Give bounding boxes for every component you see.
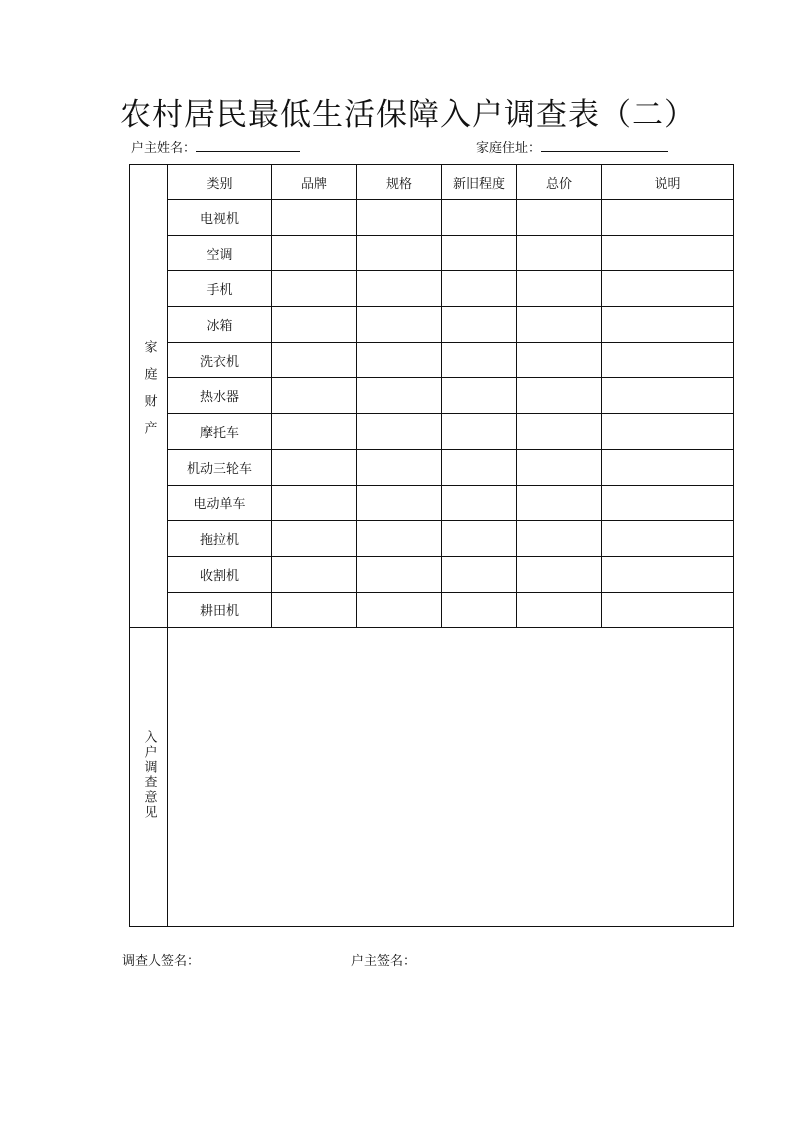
table-row <box>130 342 734 378</box>
row-category: 空调 <box>168 235 272 271</box>
row-category: 手机 <box>168 271 272 307</box>
table-cell[interactable] <box>272 521 357 557</box>
table-row <box>130 235 734 271</box>
table-cell[interactable] <box>602 521 734 557</box>
row-category: 耕田机 <box>168 592 272 628</box>
column-header: 类别 <box>168 165 272 200</box>
table-cell[interactable] <box>272 200 357 236</box>
owner-name-label: 户主姓名： <box>131 141 197 156</box>
table-row <box>130 592 734 628</box>
table-row <box>130 556 734 592</box>
table-cell[interactable] <box>517 449 602 485</box>
table-cell[interactable] <box>357 200 442 236</box>
table-cell[interactable] <box>602 485 734 521</box>
address-label: 家庭住址： <box>476 141 542 156</box>
table-row <box>130 485 734 521</box>
table-cell[interactable] <box>357 521 442 557</box>
table-cell[interactable] <box>602 235 734 271</box>
table-row <box>130 378 734 414</box>
owner-signature-label: 户主签名： <box>351 954 417 969</box>
row-category: 洗衣机 <box>168 342 272 378</box>
opinion-input-area[interactable] <box>168 628 734 927</box>
section-opinion-label: 入户调查意见 <box>141 730 157 821</box>
table-cell[interactable] <box>517 414 602 450</box>
table-cell[interactable] <box>272 342 357 378</box>
table-cell[interactable] <box>357 378 442 414</box>
table-cell[interactable] <box>602 556 734 592</box>
table-cell[interactable] <box>517 521 602 557</box>
table-cell[interactable] <box>442 592 517 628</box>
table-cell[interactable] <box>517 592 602 628</box>
table-cell[interactable] <box>517 200 602 236</box>
table-cell[interactable] <box>442 378 517 414</box>
table-cell[interactable] <box>602 307 734 343</box>
column-header: 规格 <box>357 165 442 200</box>
section-assets-label: 家庭财产 <box>141 340 157 449</box>
table-cell[interactable] <box>517 378 602 414</box>
row-category: 电视机 <box>168 200 272 236</box>
row-category: 热水器 <box>168 378 272 414</box>
table-cell[interactable] <box>357 592 442 628</box>
table-cell[interactable] <box>442 307 517 343</box>
table-cell[interactable] <box>272 485 357 521</box>
row-category: 电动单车 <box>168 485 272 521</box>
table-cell[interactable] <box>602 342 734 378</box>
column-header: 品牌 <box>272 165 357 200</box>
table-cell[interactable] <box>357 449 442 485</box>
table-cell[interactable] <box>272 307 357 343</box>
table-cell[interactable] <box>442 556 517 592</box>
table-row <box>130 200 734 236</box>
section-assets-cell <box>130 165 168 628</box>
table-cell[interactable] <box>272 556 357 592</box>
table-cell[interactable] <box>442 235 517 271</box>
column-header: 新旧程度 <box>442 165 517 200</box>
table-row <box>130 521 734 557</box>
row-category: 机动三轮车 <box>168 449 272 485</box>
table-row <box>130 307 734 343</box>
table-cell[interactable] <box>272 414 357 450</box>
table-cell[interactable] <box>442 449 517 485</box>
table-cell[interactable] <box>357 271 442 307</box>
owner-name-blank[interactable] <box>196 138 300 152</box>
table-cell[interactable] <box>442 271 517 307</box>
table-cell[interactable] <box>442 521 517 557</box>
header-row <box>130 165 734 200</box>
table-cell[interactable] <box>442 342 517 378</box>
table-cell[interactable] <box>357 485 442 521</box>
table-row <box>130 449 734 485</box>
table-cell[interactable] <box>272 449 357 485</box>
table-cell[interactable] <box>602 592 734 628</box>
table-cell[interactable] <box>602 200 734 236</box>
table-cell[interactable] <box>272 271 357 307</box>
address-blank[interactable] <box>541 138 668 152</box>
table-cell[interactable] <box>602 449 734 485</box>
table-cell[interactable] <box>272 235 357 271</box>
table-cell[interactable] <box>442 414 517 450</box>
table-cell[interactable] <box>272 592 357 628</box>
address-field <box>476 138 668 158</box>
column-header: 说明 <box>602 165 734 200</box>
table-cell[interactable] <box>357 556 442 592</box>
table-row <box>130 271 734 307</box>
section-opinion-cell <box>130 628 168 927</box>
row-category: 摩托车 <box>168 414 272 450</box>
table-cell[interactable] <box>357 307 442 343</box>
table-cell[interactable] <box>517 307 602 343</box>
column-header: 总价 <box>517 165 602 200</box>
opinion-row <box>130 628 734 927</box>
table-cell[interactable] <box>357 342 442 378</box>
table-cell[interactable] <box>272 378 357 414</box>
table-cell[interactable] <box>442 485 517 521</box>
table-cell[interactable] <box>357 414 442 450</box>
table-cell[interactable] <box>442 200 517 236</box>
table-cell[interactable] <box>517 556 602 592</box>
table-cell[interactable] <box>517 235 602 271</box>
table-cell[interactable] <box>357 235 442 271</box>
table-cell[interactable] <box>602 378 734 414</box>
form-title: 农村居民最低生活保障入户调查表（二） <box>120 97 696 133</box>
owner-name-field <box>131 138 300 158</box>
assets-table <box>129 164 734 927</box>
investigator-signature-label: 调查人签名： <box>122 954 201 969</box>
row-category: 拖拉机 <box>168 521 272 557</box>
table-cell[interactable] <box>602 271 734 307</box>
table-row <box>130 414 734 450</box>
table-cell[interactable] <box>517 271 602 307</box>
table-cell[interactable] <box>517 342 602 378</box>
row-category: 收割机 <box>168 556 272 592</box>
row-category: 冰箱 <box>168 307 272 343</box>
table-cell[interactable] <box>517 485 602 521</box>
table-cell[interactable] <box>602 414 734 450</box>
